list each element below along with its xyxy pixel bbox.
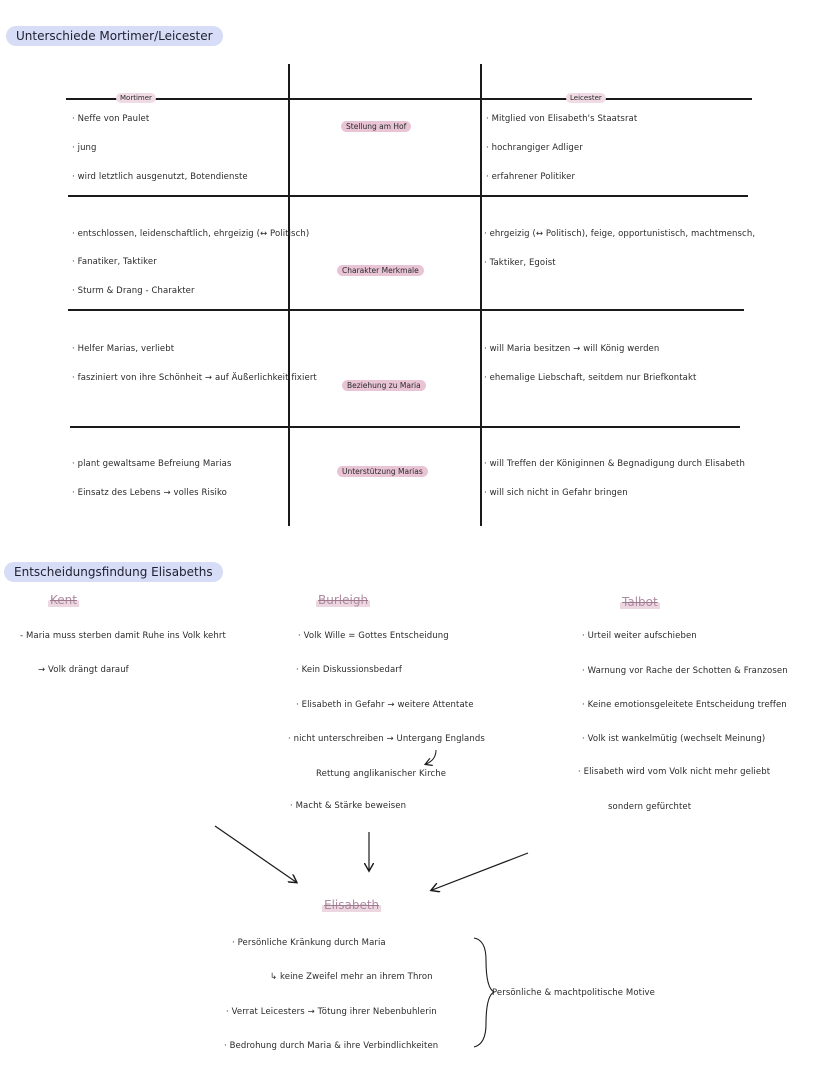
- row4-right-item-2: · will sich nicht in Gefahr bringen: [484, 488, 628, 498]
- elisabeth-item-4: · Bedrohung durch Maria & ihre Verbindlichkeiten: [224, 1041, 439, 1051]
- row2-category-label: Charakter Merkmale: [337, 265, 424, 276]
- row1-left-item-2: · jung: [72, 143, 97, 153]
- row2-left-item-1: · entschlossen, leidenschaftlich, ehrgeizig (↔ Politisch): [72, 229, 310, 239]
- row3-right-item-2: · ehemalige Liebschaft, seitdem nur Briefkontakt: [484, 373, 697, 383]
- curved-arrow-icon: [426, 750, 436, 764]
- row4-left-item-2: · Einsatz des Lebens → volles Risiko: [72, 488, 227, 498]
- row3-left-item-2: · fasziniert von ihre Schönheit → auf Äußerlichkeit fixiert: [72, 373, 317, 383]
- row1-right-item-3: · erfahrener Politiker: [486, 172, 576, 182]
- arrow-kent-to-elisabeth: [215, 826, 296, 882]
- row4-category-label: Unterstützung Marias: [337, 466, 428, 477]
- arrow-talbot-to-elisabeth: [432, 853, 528, 890]
- row1-right-item-2: · hochrangiger Adliger: [486, 143, 583, 153]
- kent-item-2: → Volk drängt darauf: [38, 665, 129, 675]
- header-leicester-label: Leicester: [566, 93, 606, 103]
- elisabeth-item-1: · Persönliche Kränkung durch Maria: [232, 938, 386, 948]
- row1-left-item-3: · wird letztlich ausgenutzt, Botendienste: [72, 172, 248, 182]
- row1-right-item-1: · Mitglied von Elisabeth's Staatsrat: [486, 114, 638, 124]
- talbot-item-6: sondern gefürchtet: [608, 802, 692, 812]
- row1-left-item-1: · Neffe von Paulet: [72, 114, 150, 124]
- burleigh-item-4: · nicht unterschreiben → Untergang Englands: [288, 734, 485, 744]
- elisabeth-item-3: · Verrat Leicesters → Tötung ihrer Nebenbuhlerin: [226, 1007, 437, 1017]
- person-kent: Kent: [50, 593, 77, 607]
- row3-right-item-1: · will Maria besitzen → will König werden: [484, 344, 660, 354]
- row3-left-item-1: · Helfer Marias, verliebt: [72, 344, 175, 354]
- row4-left-item-1: · plant gewaltsame Befreiung Marias: [72, 459, 232, 469]
- person-burleigh: Burleigh: [318, 593, 369, 607]
- talbot-item-4: · Volk ist wankelmütig (wechselt Meinung): [582, 734, 766, 744]
- burleigh-item-2: · Kein Diskussionsbedarf: [296, 665, 402, 675]
- kent-item-1: - Maria muss sterben damit Ruhe ins Volk kehrt: [20, 631, 226, 641]
- row3-category-label: Beziehung zu Maria: [342, 380, 426, 391]
- talbot-item-3: · Keine emotionsgeleitete Entscheidung treffen: [582, 700, 787, 710]
- elisabeth-motives: Persönliche & machtpolitische Motive: [492, 988, 656, 998]
- row2-right-item-2: · Taktiker, Egoist: [484, 258, 556, 268]
- brace-icon: [474, 938, 494, 1047]
- talbot-item-5: · Elisabeth wird vom Volk nicht mehr geliebt: [578, 767, 771, 777]
- row4-right-item-1: · will Treffen der Königinnen & Begnadigung durch Elisabeth: [484, 459, 745, 469]
- section-title-text: Entscheidungsfindung Elisabeths: [14, 565, 213, 579]
- row2-left-item-2: · Fanatiker, Taktiker: [72, 257, 157, 267]
- header-mortimer-label: Mortimer: [116, 93, 156, 103]
- row2-right-item-1: · ehrgeizig (↔ Politisch), feige, opportunistisch, machtmensch,: [484, 229, 756, 239]
- elisabeth-item-2: ↳ keine Zweifel mehr an ihrem Thron: [270, 972, 433, 982]
- row1-category-label: Stellung am Hof: [341, 121, 411, 132]
- burleigh-item-3: · Elisabeth in Gefahr → weitere Attentate: [296, 700, 474, 710]
- person-elisabeth: Elisabeth: [324, 898, 380, 912]
- talbot-item-1: · Urteil weiter aufschieben: [582, 631, 697, 641]
- burleigh-item-1: · Volk Wille = Gottes Entscheidung: [298, 631, 449, 641]
- talbot-item-2: · Warnung vor Rache der Schotten & Franzosen: [582, 666, 788, 676]
- burleigh-item-6: · Macht & Stärke beweisen: [290, 801, 407, 811]
- burleigh-item-5: Rettung anglikanischer Kirche: [316, 769, 447, 779]
- person-talbot: Talbot: [622, 595, 658, 609]
- section-title-text: Unterschiede Mortimer/Leicester: [16, 29, 213, 43]
- row2-left-item-3: · Sturm & Drang - Charakter: [72, 286, 195, 296]
